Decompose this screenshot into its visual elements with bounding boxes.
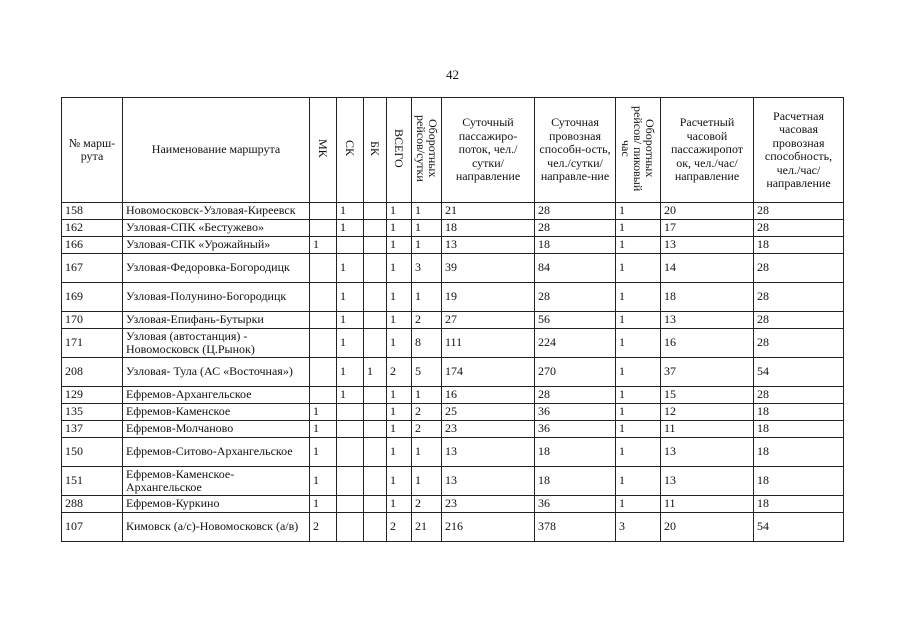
cell-num: 151	[62, 467, 123, 496]
cell-hourly-flow: 13	[661, 237, 754, 254]
header-sk: СК	[337, 98, 364, 203]
cell-total: 1	[387, 421, 412, 438]
cell-trips-peak: 1	[616, 254, 661, 283]
header-bk: БК	[364, 98, 387, 203]
cell-hourly-flow: 17	[661, 220, 754, 237]
cell-daily-flow: 111	[442, 329, 535, 358]
cell-trips-peak: 1	[616, 438, 661, 467]
cell-name: Ефремов-Ситово-Архангельское	[123, 438, 310, 467]
cell-hourly-capacity: 28	[754, 329, 844, 358]
cell-name: Узловая- Тула (АС «Восточная»)	[123, 358, 310, 387]
cell-hourly-flow: 18	[661, 283, 754, 312]
cell-trips-peak: 1	[616, 283, 661, 312]
table-row	[62, 467, 844, 496]
cell-daily-capacity: 18	[535, 467, 616, 496]
cell-sk	[337, 496, 364, 513]
cell-name: Ефремов-Архангельское	[123, 387, 310, 404]
cell-mk: 1	[310, 421, 337, 438]
cell-bk	[364, 237, 387, 254]
cell-sk: 1	[337, 203, 364, 220]
cell-bk	[364, 220, 387, 237]
cell-mk: 1	[310, 496, 337, 513]
cell-trips-day: 5	[412, 358, 442, 387]
table-row	[62, 329, 844, 358]
cell-trips-peak: 1	[616, 404, 661, 421]
cell-mk	[310, 283, 337, 312]
cell-bk	[364, 283, 387, 312]
table-body	[62, 203, 844, 542]
cell-mk: 1	[310, 404, 337, 421]
cell-hourly-capacity: 28	[754, 387, 844, 404]
header-daily-capacity: Суточная провозная способн-ость, чел./сутки/ направле-ние	[535, 98, 616, 203]
cell-total: 1	[387, 329, 412, 358]
cell-hourly-flow: 11	[661, 496, 754, 513]
cell-daily-capacity: 28	[535, 220, 616, 237]
cell-daily-flow: 39	[442, 254, 535, 283]
cell-hourly-capacity: 18	[754, 237, 844, 254]
cell-trips-day: 1	[412, 467, 442, 496]
cell-sk	[337, 404, 364, 421]
cell-mk: 2	[310, 513, 337, 542]
cell-bk	[364, 467, 387, 496]
cell-mk: 1	[310, 438, 337, 467]
table-row	[62, 220, 844, 237]
cell-total: 1	[387, 496, 412, 513]
cell-trips-day: 1	[412, 237, 442, 254]
cell-trips-day: 21	[412, 513, 442, 542]
cell-total: 1	[387, 283, 412, 312]
cell-mk: 1	[310, 237, 337, 254]
cell-daily-capacity: 28	[535, 387, 616, 404]
cell-num: 288	[62, 496, 123, 513]
cell-total: 1	[387, 467, 412, 496]
cell-name: Ефремов-Каменское-Архангельское	[123, 467, 310, 496]
cell-trips-peak: 1	[616, 387, 661, 404]
cell-sk: 1	[337, 329, 364, 358]
cell-hourly-capacity: 18	[754, 496, 844, 513]
cell-hourly-capacity: 18	[754, 438, 844, 467]
cell-daily-flow: 23	[442, 496, 535, 513]
header-trips-per-day: Оборотных рейсов/сутки	[412, 98, 442, 203]
cell-daily-flow: 19	[442, 283, 535, 312]
cell-hourly-capacity: 18	[754, 467, 844, 496]
header-hourly-capacity: Расчетная часовая провозная способность, чел./час/ направление	[754, 98, 844, 203]
cell-hourly-flow: 13	[661, 467, 754, 496]
cell-daily-flow: 16	[442, 387, 535, 404]
header-mk: МК	[310, 98, 337, 203]
cell-trips-peak: 3	[616, 513, 661, 542]
cell-daily-capacity: 84	[535, 254, 616, 283]
cell-trips-peak: 1	[616, 312, 661, 329]
cell-daily-flow: 174	[442, 358, 535, 387]
cell-trips-peak: 1	[616, 220, 661, 237]
cell-sk: 1	[337, 358, 364, 387]
cell-num: 170	[62, 312, 123, 329]
cell-total: 1	[387, 312, 412, 329]
routes-table	[61, 97, 844, 542]
cell-daily-flow: 13	[442, 237, 535, 254]
cell-bk	[364, 203, 387, 220]
header-hourly-flow: Расчетный часовой пассажиропот ок, чел./час/ направление	[661, 98, 754, 203]
cell-bk: 1	[364, 358, 387, 387]
cell-daily-flow: 18	[442, 220, 535, 237]
cell-trips-day: 1	[412, 438, 442, 467]
header-route-number: № марш-рута	[62, 98, 123, 203]
table-row	[62, 203, 844, 220]
cell-num: 135	[62, 404, 123, 421]
cell-hourly-capacity: 28	[754, 203, 844, 220]
cell-mk	[310, 358, 337, 387]
cell-sk	[337, 421, 364, 438]
cell-mk	[310, 220, 337, 237]
cell-total: 1	[387, 220, 412, 237]
header-total: ВСЕГО	[387, 98, 412, 203]
cell-num: 150	[62, 438, 123, 467]
cell-daily-capacity: 28	[535, 283, 616, 312]
cell-num: 162	[62, 220, 123, 237]
cell-hourly-capacity: 28	[754, 220, 844, 237]
cell-total: 1	[387, 404, 412, 421]
cell-sk: 1	[337, 220, 364, 237]
cell-mk	[310, 254, 337, 283]
cell-num: 107	[62, 513, 123, 542]
cell-daily-flow: 21	[442, 203, 535, 220]
cell-trips-day: 1	[412, 220, 442, 237]
table-row	[62, 404, 844, 421]
cell-name: Узловая (автостанция) - Новомосковск (Ц.Рынок)	[123, 329, 310, 358]
cell-hourly-capacity: 28	[754, 283, 844, 312]
cell-trips-peak: 1	[616, 467, 661, 496]
page-number: 42	[446, 67, 459, 82]
cell-hourly-flow: 13	[661, 438, 754, 467]
cell-bk	[364, 312, 387, 329]
cell-bk	[364, 513, 387, 542]
cell-name: Новомосковск-Узловая-Киреевск	[123, 203, 310, 220]
cell-daily-flow: 25	[442, 404, 535, 421]
cell-num: 137	[62, 421, 123, 438]
cell-name: Узловая-Епифань-Бутырки	[123, 312, 310, 329]
cell-daily-capacity: 36	[535, 404, 616, 421]
cell-num: 171	[62, 329, 123, 358]
table-row	[62, 387, 844, 404]
cell-hourly-flow: 13	[661, 312, 754, 329]
cell-hourly-flow: 11	[661, 421, 754, 438]
cell-daily-capacity: 270	[535, 358, 616, 387]
cell-trips-peak: 1	[616, 237, 661, 254]
table-row	[62, 513, 844, 542]
header-row	[62, 98, 844, 203]
cell-bk	[364, 254, 387, 283]
cell-bk	[364, 496, 387, 513]
cell-daily-capacity: 378	[535, 513, 616, 542]
cell-name: Ефремов-Каменское	[123, 404, 310, 421]
cell-trips-day: 8	[412, 329, 442, 358]
table-row	[62, 283, 844, 312]
cell-bk	[364, 329, 387, 358]
cell-sk: 1	[337, 254, 364, 283]
table-row	[62, 438, 844, 467]
cell-daily-flow: 216	[442, 513, 535, 542]
cell-name: Узловая-СПК «Урожайный»	[123, 237, 310, 254]
cell-daily-capacity: 36	[535, 496, 616, 513]
header-trips-peak-hour: Оборотных рейсов/ пиковый час	[616, 98, 661, 203]
cell-total: 1	[387, 387, 412, 404]
cell-mk	[310, 312, 337, 329]
cell-daily-flow: 13	[442, 438, 535, 467]
cell-trips-day: 2	[412, 496, 442, 513]
cell-trips-day: 1	[412, 203, 442, 220]
cell-sk: 1	[337, 387, 364, 404]
cell-hourly-flow: 16	[661, 329, 754, 358]
cell-mk	[310, 203, 337, 220]
cell-name: Узловая-СПК «Бестужево»	[123, 220, 310, 237]
cell-num: 208	[62, 358, 123, 387]
cell-sk	[337, 467, 364, 496]
cell-name: Узловая-Полунино-Богородицк	[123, 283, 310, 312]
cell-trips-day: 2	[412, 312, 442, 329]
cell-name: Кимовск (а/с)-Новомосковск (а/в)	[123, 513, 310, 542]
cell-num: 129	[62, 387, 123, 404]
cell-num: 166	[62, 237, 123, 254]
cell-daily-capacity: 36	[535, 421, 616, 438]
cell-sk	[337, 237, 364, 254]
cell-daily-capacity: 18	[535, 438, 616, 467]
table-row	[62, 358, 844, 387]
cell-total: 1	[387, 438, 412, 467]
cell-bk	[364, 438, 387, 467]
header-route-name: Наименование маршрута	[123, 98, 310, 203]
cell-daily-flow: 23	[442, 421, 535, 438]
cell-bk	[364, 421, 387, 438]
cell-total: 2	[387, 358, 412, 387]
cell-hourly-capacity: 28	[754, 254, 844, 283]
table-row	[62, 496, 844, 513]
cell-total: 2	[387, 513, 412, 542]
cell-sk	[337, 513, 364, 542]
cell-mk: 1	[310, 467, 337, 496]
cell-num: 158	[62, 203, 123, 220]
table-row	[62, 421, 844, 438]
cell-hourly-capacity: 18	[754, 404, 844, 421]
cell-hourly-flow: 20	[661, 203, 754, 220]
cell-bk	[364, 387, 387, 404]
table-row	[62, 237, 844, 254]
cell-hourly-flow: 12	[661, 404, 754, 421]
cell-daily-capacity: 18	[535, 237, 616, 254]
cell-daily-flow: 13	[442, 467, 535, 496]
cell-bk	[364, 404, 387, 421]
table-row	[62, 312, 844, 329]
cell-trips-peak: 1	[616, 329, 661, 358]
cell-hourly-capacity: 28	[754, 312, 844, 329]
cell-hourly-flow: 15	[661, 387, 754, 404]
cell-mk	[310, 387, 337, 404]
cell-trips-peak: 1	[616, 358, 661, 387]
cell-num: 167	[62, 254, 123, 283]
cell-sk: 1	[337, 283, 364, 312]
cell-trips-peak: 1	[616, 421, 661, 438]
cell-name: Ефремов-Молчаново	[123, 421, 310, 438]
cell-hourly-flow: 20	[661, 513, 754, 542]
cell-total: 1	[387, 203, 412, 220]
cell-sk: 1	[337, 312, 364, 329]
cell-hourly-capacity: 18	[754, 421, 844, 438]
cell-daily-flow: 27	[442, 312, 535, 329]
cell-daily-capacity: 224	[535, 329, 616, 358]
cell-hourly-flow: 37	[661, 358, 754, 387]
cell-daily-capacity: 56	[535, 312, 616, 329]
cell-hourly-flow: 14	[661, 254, 754, 283]
cell-mk	[310, 329, 337, 358]
cell-trips-day: 2	[412, 404, 442, 421]
header-daily-flow: Суточный пассажиро-поток, чел./сутки/ направление	[442, 98, 535, 203]
cell-trips-day: 1	[412, 387, 442, 404]
cell-total: 1	[387, 237, 412, 254]
cell-total: 1	[387, 254, 412, 283]
cell-trips-day: 1	[412, 283, 442, 312]
cell-daily-capacity: 28	[535, 203, 616, 220]
cell-name: Узловая-Федоровка-Богородицк	[123, 254, 310, 283]
table-row	[62, 254, 844, 283]
cell-trips-peak: 1	[616, 496, 661, 513]
cell-hourly-capacity: 54	[754, 513, 844, 542]
cell-trips-peak: 1	[616, 203, 661, 220]
cell-name: Ефремов-Куркино	[123, 496, 310, 513]
cell-trips-day: 2	[412, 421, 442, 438]
cell-sk	[337, 438, 364, 467]
cell-trips-day: 3	[412, 254, 442, 283]
cell-num: 169	[62, 283, 123, 312]
cell-hourly-capacity: 54	[754, 358, 844, 387]
